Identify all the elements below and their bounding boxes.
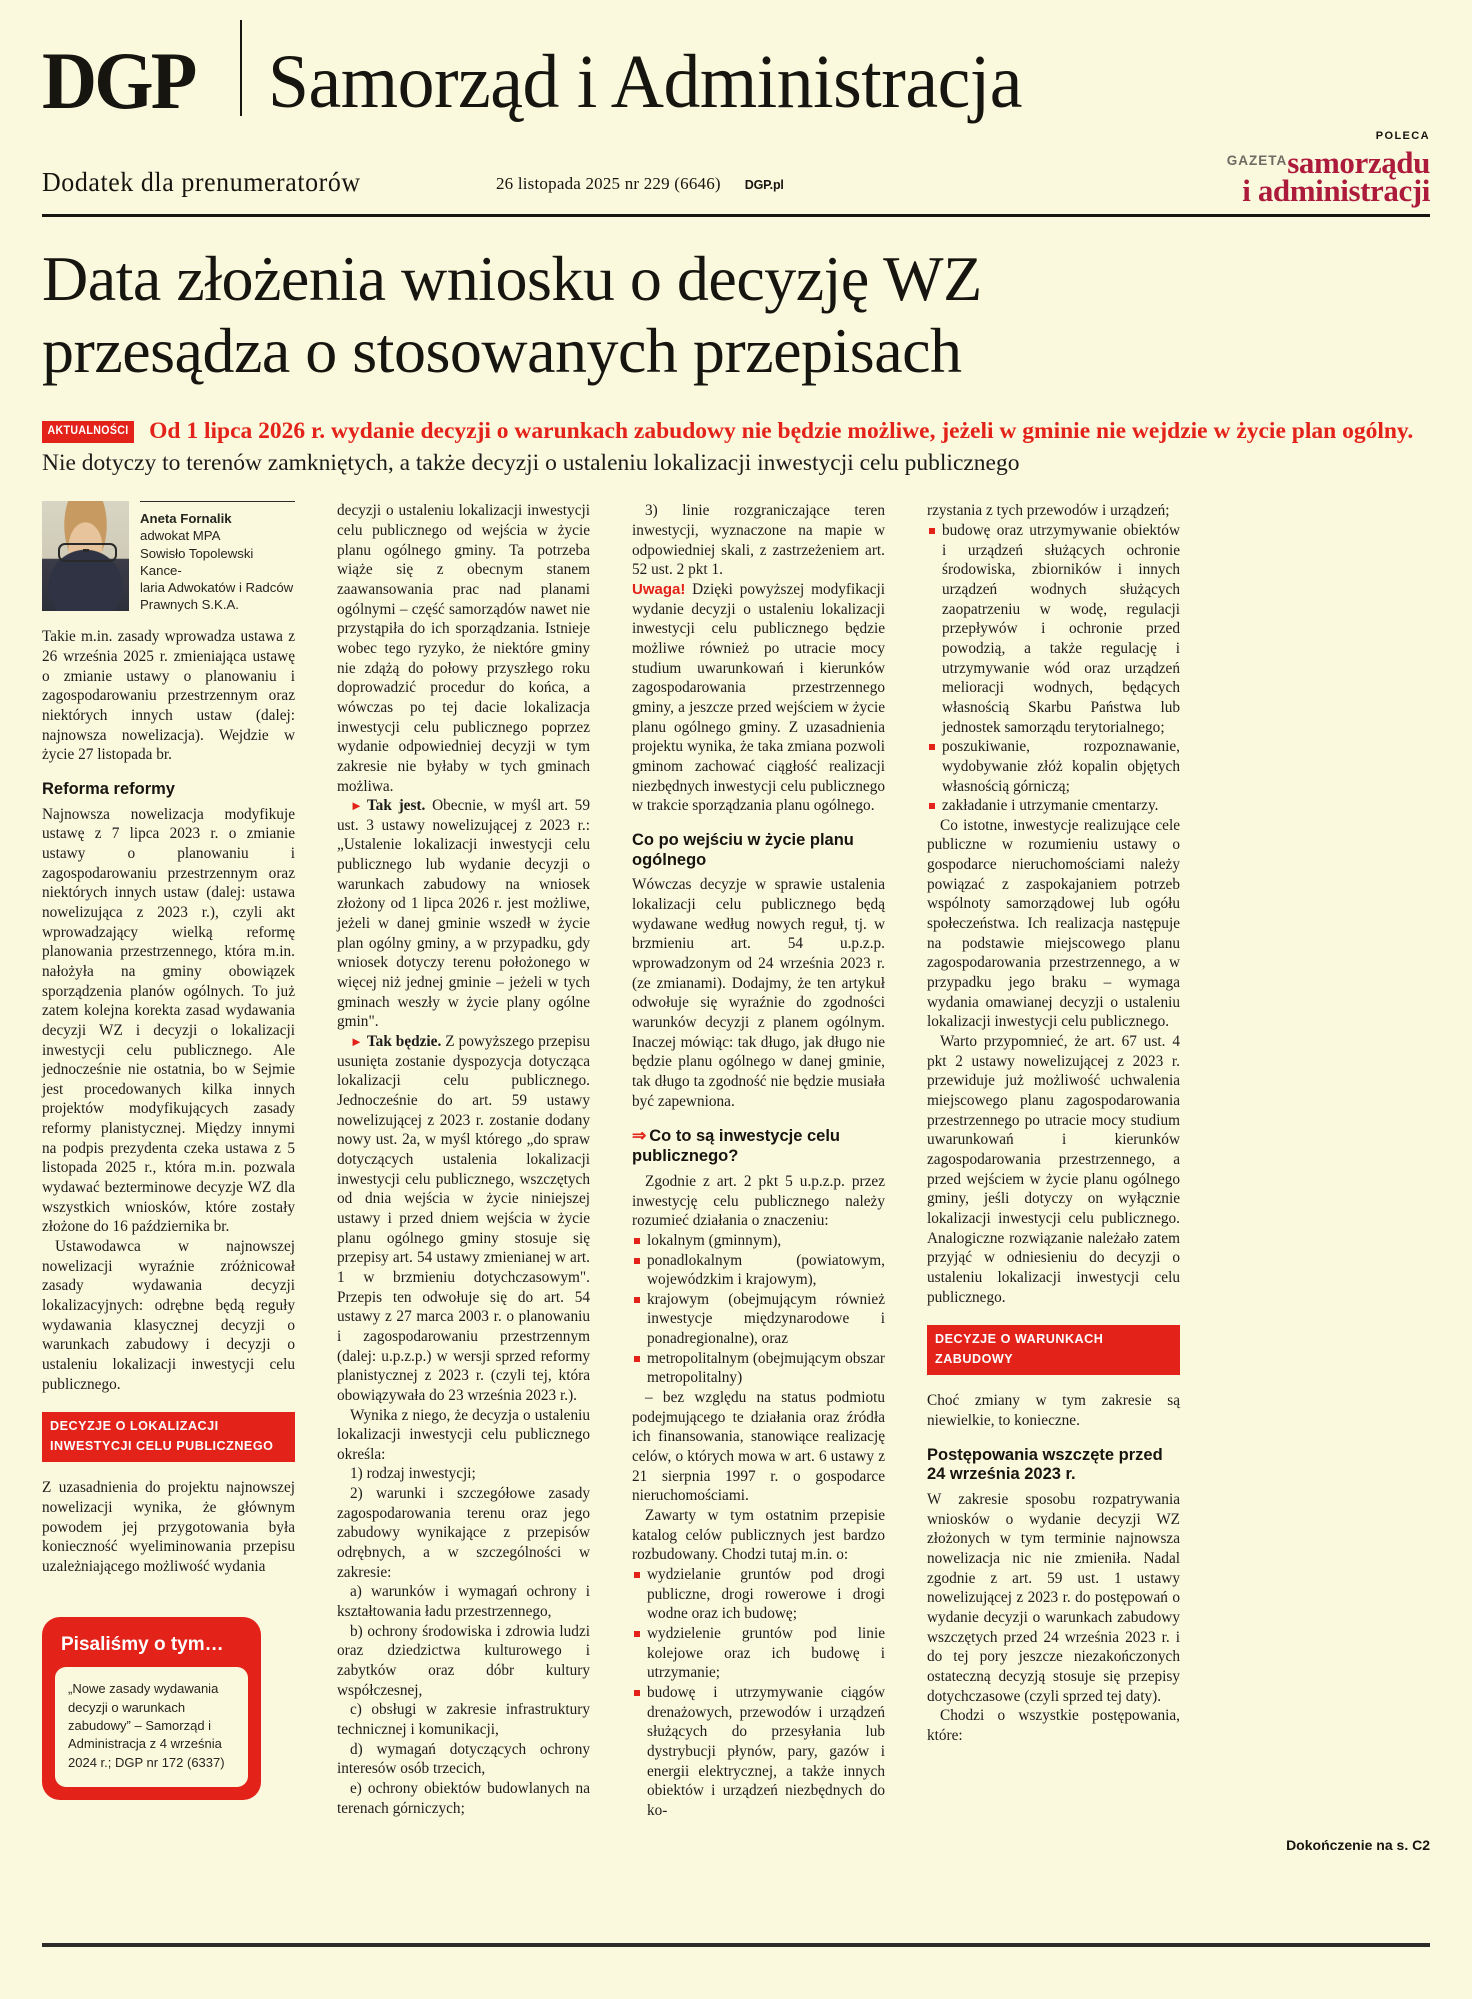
triangle-right-icon: ► [350, 798, 363, 814]
site-url[interactable]: DGP.pl [744, 178, 784, 192]
list-item: a) warunków i wymagań ochrony i kształtowania ładu przestrzennego, [337, 1583, 590, 1621]
section-heading-line-2: 24 września 2023 r. [927, 1465, 1076, 1484]
status-badge: AKTUALNOŚCI [42, 421, 134, 442]
list-item: budowę oraz utrzymywanie obiektów i urządzeń służących ochronie środowiska, zbiorników i innych urządzeń wodnych służących zaopatrzeniu w wodę, regulacji przepływów i ochronie przed powodzią, a także regulację i utrzymywanie wód oraz urządzeń melioracji wodnych, będących własnością Skarbu Państwa lub jednostek samorządu terytorialnego; [927, 521, 1180, 737]
list-item: krajowym (obejmującym również inwestycje międzynarodowe i ponadregionalne), oraz [632, 1290, 885, 1349]
author-firm-3: Prawnych S.K.A. [140, 597, 239, 613]
author-firm-2: laria Adwokatów i Radców [140, 579, 294, 595]
list-item: c) obsługi w zakresie infrastruktury technicznej i komunikacji, [337, 1701, 590, 1738]
promo-line2: i administracji [1242, 173, 1430, 208]
paragraph-text: Dzięki powyższej modyfikacji wydanie decyzji o ustaleniu lokalizacji inwestycji celu publicznego będzie możliwe również po utracie mocy studium uwarunkowań i kierunków zagospodarowania przestrzennego gminy, a jeszcze przed wejściem w życie planu ogólnego gminy. Z uzasadnienia projektu wynika, że taka zmiana pozwoli gminom zachować ciągłość realizacji niezbędnych inwestycji celu publicznego w trakcie sporządzania planu ogólnego. [632, 580, 885, 815]
paragraph: Wówczas decyzje w sprawie ustalenia lokalizacji celu publicznego będą wydawane według nowych reguł, tj. w brzmieniu art. 54 u.p.z.p. wprowadzonym od 24 września 2023 r. (ze zmianami). Dodajmy, że ten artykuł odwołuje się wyraźnie do zgodności warunków decyzji z planem ogólnym. Inaczej mówiąc: tak długo, jak długo nie będzie planu ogólnego w danej gminie, tak długo ta zgodność nie będzie musiała być zapewniona. [632, 876, 885, 1110]
section-heading-line-1: Postępowania wszczęte przed [927, 1445, 1163, 1464]
list-item: lokalnym (gminnym), [632, 1231, 885, 1251]
paragraph: Ustawodawca w najnowszej nowelizacji wyraźnie zróżnicował zasady wydawania decyzji lokalizacyjnych: odrębne będą reguły wydawania klasycznej decyzji o warunkach zabudowy i decyzji o ustaleniu lokalizacji inwestycji celu publicznego. [42, 1238, 295, 1393]
author-name: Aneta Fornalik [140, 511, 232, 527]
triangle-right-icon: ► [350, 1034, 363, 1050]
paragraph: Co istotne, inwestycje realizujące cele publiczne w rozumieniu ustawy o gospodarce nieruchomościami należy powiązać z zaspokajaniem potrzeb wspólnoty samorządowej lub ogółu społeczeństwa. Ich realizacja następuje na podstawie miejscowego planu zagospodarowania przestrzennego, a w przypadku jego braku – wymaga wydania omawianej decyzji o ustaleniu lokalizacji inwestycji celu publicznego. [927, 816, 1180, 1031]
byline [42, 501, 295, 613]
paragraph: Z uzasadnienia do projektu najnowszej nowelizacji wynika, że głównym powodem jej przygotowania była konieczność wyeliminowania przepisu uzależniającego możliwość wydania [42, 1479, 295, 1575]
paragraph: Wynika z niego, że decyzja o ustaleniu lokalizacji inwestycji celu publicznego określa: [337, 1406, 590, 1463]
paragraph: Zawarty w tym ostatnim przepisie katalog celów publicznych jest bardzo rozbudowany. Chodzi tutaj m.in. o: [632, 1507, 885, 1564]
list-item: metropolitalnym (obejmującym obszar metropolitalny) [632, 1349, 885, 1388]
continuation-note: Dokończenie na s. C2 [1286, 1836, 1430, 1853]
section-label-warunki-zabudowy: DECYZJE O WARUNKACH ZABUDOWY [927, 1325, 1180, 1375]
promo-poleca-label: POLECA [1375, 130, 1430, 142]
section-heading [927, 1446, 1180, 1486]
column-1 [42, 501, 295, 1820]
paragraph: Zgodnie z art. 2 pkt 5 u.p.z.p. przez inwestycję celu publicznego należy rozumieć działania o znaczeniu: [632, 1172, 885, 1230]
paragraph: Takie m.in. zasady wprowadza ustawa z 26 września 2025 r. zmieniająca ustawę o zmianie ustawy o planowaniu i zagospodarowaniu przestrzennym oraz niektórych innych ustaw (dalej: najnowsza nowelizacja). Wejdzie w życie 27 listopada br. [42, 628, 295, 764]
lead-highlight: Od 1 lipca 2026 r. wydanie decyzji o warunkach zabudowy nie będzie możliwe, jeżeli w gminie nie wejdzie w życie plan ogólny. [149, 418, 1414, 445]
related-box-title: Pisaliśmy o tym… [61, 1633, 224, 1655]
bullet-list-cele [632, 1565, 885, 1821]
paragraph: decyzji o ustaleniu lokalizacji inwestycji celu publicznego od wejścia w życie planu ogólnego gminy. Ta potrzeba wiąże się z obecnym stanem zaawansowania prac nad planami ogólnymi – część samorządów nawet nie przystąpiła do ich sporządzania. Istnieje wobec tego ryzyko, że niektóre gminy nie zdążą do połowy przyszłego roku doprowadzić procedur do końca, a wówczas po tej dacie lokalizacja inwestycji celu publicznego poprzez wydanie odpowiedniej decyzji w tym zakresie nie byłaby w tych gminach możliwa. [337, 502, 590, 795]
bullet-list-cele-cd [927, 521, 1180, 816]
paragraph-tak-jest [337, 796, 590, 1032]
paragraph-tak-bedzie [337, 1032, 590, 1405]
paragraph-continued: rzystania z tych przewodów i urządzeń; [927, 502, 1170, 520]
related-box [42, 1617, 261, 1801]
section-heading-question [632, 1126, 885, 1167]
list-item: ponadlokalnym (powiatowym, wojewódzkim i krajowym), [632, 1251, 885, 1290]
list-item: 2) warunki i szczegółowe zasady zagospodarowania terenu oraz jego zabudowy wynikające z przepisów odrębnych, a w szczególności w zakresie: [337, 1485, 590, 1581]
paragraph: Warto przypomnieć, że art. 67 ust. 4 pkt 2 ustawy nowelizującej z 2023 r. przewiduje już możliwość uchwalenia miejscowego planu zagospodarowania przestrzennego po utracie mocy studium uwarunkowań i kierunków zagospodarowania przestrzennego, a przed wejściem w życie planu ogólnego gminy, jeśli dotyczy on wyłącznie lokalizacji inwestycji celu publicznego. Analogiczne rozwiązanie należało zatem przyjąć w odniesieniu do decyzji o ustaleniu lokalizacji inwestycji celu publicznego. [927, 1033, 1180, 1306]
section-heading: Co po wejściu w życie planu ogólnego [632, 830, 854, 869]
paragraph-text: Obecnie, w myśl art. 59 ust. 3 ustawy nowelizującej z 2023 r.: „Ustalenie lokalizacji inwestycji celu publicznego lub wydanie decyzji o warunkach zabudowy na wniosek złożony od 1 lipca 2026 r. jest możliwe, jeżeli w danej gminie wszedł w życie plan ogólny gminy, a w przypadku, gdy wniosek dotyczy terenu położonego w więcej niż jednej gminie – jeżeli w tych gminach weszły w życie plany ogólne gmin". [337, 797, 590, 1031]
uwaga-label: Uwaga! [632, 580, 686, 598]
masthead-subbar [42, 130, 1430, 208]
paragraph: W zakresie sposobu rozpatrywania wniosków o wydanie decyzji WZ złożonych w tym terminie najnowsza nowelizacja nic nie zmieniła. Nadal zgodnie z art. 59 ust. 1 ustawy nowelizującej z 2023 r. do postępowań o wydanie decyzji o warunkach zabudowy wszczętych przed 24 września 2023 r. i do tej pory jeszcze niezakończonych ostateczną decyzją stosuje się przepisy dotychczasowe (czyli sprzed tej daty). [927, 1491, 1180, 1705]
related-box-text[interactable]: „Nowe zasady wydawania decyzji o warunkach zabudowy” – Samorząd i Administracja z 4 września 2024 r.; DGP nr 172 (6337) [55, 1667, 248, 1787]
section-heading-text: Co to są inwestycje celu publicznego? [632, 1127, 840, 1166]
dgp-logo: DGP [42, 35, 195, 127]
paragraph: Choć zmiany w tym zakresie są niewielkie, to konieczne. [927, 1392, 1180, 1429]
masthead-rule [42, 214, 1430, 217]
list-item: zakładanie i utrzymanie cmentarzy. [927, 796, 1180, 816]
list-item: b) ochrony środowiska i zdrowia ludzi oraz dziedzictwa kulturowego i zabytków oraz dóbr kultury współczesnej, [337, 1622, 590, 1699]
label-tak-jest: Tak jest. [366, 797, 426, 815]
list-item: wydzielanie gruntów pod drogi publiczne, drogi rowerowe i drogi wodne oraz ich budowę; [632, 1565, 885, 1624]
list-item: 3) linie rozgraniczające teren inwestycji, wyznaczone na mapie w odpowiedniej skali, z zastrzeżeniem art. 52 ust. 2 pkt 1. [632, 502, 885, 579]
author-role: adwokat MPA [140, 528, 221, 544]
masthead [0, 0, 1472, 127]
list-item: wydzielenie gruntów pod linie kolejowe oraz ich budowę i utrzymanie; [632, 1624, 885, 1683]
lead-paragraph [42, 416, 1430, 479]
paragraph: Chodzi o wszystkie postępowania, które: [927, 1707, 1180, 1745]
list-item: 1) rodzaj inwestycji; [350, 1465, 476, 1483]
paragraph: Najnowsza nowelizacja modyfikuje ustawę z 7 lipca 2023 r. o zmianie ustawy o planowaniu i zagospodarowaniu przestrzennym oraz niektórych innych ustaw (dalej: ustawa nowelizująca z 2023 r.), czyli akt wprowadzający wielką reformę planowania przestrzennego, która m.in. nałożyła na gminy obowiązek sporządzenia planów ogólnych. To już zatem kolejna korekta zasad wydawania decyzji WZ i decyzji o lokalizacji inwestycji celu publicznego. Ale jednocześnie nie ostatnia, bo w Sejmie jest procedowanych kilka innych projektów modyfikujących zasady reformy planistycznej. Między innymi na podpis prezydenta czeka ustawa z 5 listopada 2025 r., która m.in. pozwala wydawać bezterminowe decyzje WZ dla wszystkich wniosków, które zostały złożone do 16 października br. [42, 805, 295, 1236]
list-item: d) wymagań dotyczących ochrony interesów osób trzecich, [337, 1740, 590, 1778]
section-label-lokalizacja: DECYZJE O LOKALIZACJI INWESTYCJI CELU PUBLICZNEGO [42, 1412, 295, 1462]
headline-line-1: Data złożenia wniosku o decyzję WZ [42, 243, 982, 314]
issue-line: 26 listopada 2025 nr 229 (6646) [495, 174, 721, 193]
list-item: budowę i utrzymywanie ciągów drenażowych, przewodów i urządzeń służących do przesyłania lub dystrybucji płynów, pary, gazów i energii elektrycznej, a także innych obiektów i urządzeń niezbędnych do ko- [632, 1683, 885, 1821]
list-item: poszukiwanie, rozpoznawanie, wydobywanie złóż kopalin objętych własnością górniczą; [927, 737, 1180, 796]
column-2 [337, 501, 590, 1820]
arrow-right-icon: ⇒ [632, 1126, 647, 1146]
promo-samorzadu: samorządu [1287, 145, 1430, 180]
paragraph-text: Z powyższego przepisu usunięta zostanie dyspozycja dotycząca lokalizacji celu publicznego. Jednocześnie do art. 59 ustawy nowelizującej z 2023 r. zostanie dodany nowy ust. 2a, w myśl którego „do spraw dotyczących ustalenia lokalizacji inwestycji celu publicznego, wszczętych od dnia wejścia w życie niniejszej ustawy i przed dniem wejścia w życie planu ogólnego gminy stosuje się przepisy art. 54 ustawy zmienianej w art. 1 w brzmieniu dotychczasowym". Przepis ten odwołuje się do art. 54 ustawy z 27 marca 2003 r. o planowaniu i zagospodarowaniu przestrzennym (dalej: u.p.z.p.) w wersji sprzed reformy planistycznej z 2023 r. (czyli tej, która obowiązywała do 23 września 2023 r.). [337, 1033, 590, 1404]
column-4 [927, 501, 1180, 1820]
promo-gazeta-label: GAZETA [1226, 153, 1288, 168]
list-item: e) ochrony obiektów budowlanych na terenach górniczych; [337, 1779, 590, 1817]
paragraph-uwaga [632, 580, 885, 816]
column-3 [632, 501, 885, 1820]
label-tak-bedzie: Tak będzie. [366, 1033, 442, 1051]
bullet-list-znaczenie [632, 1231, 885, 1388]
paragraph: – bez względu na status podmiotu podejmującego te działania oraz źródła ich finansowania, stanowiące realizację celów, o których mowa w art. 6 ustawy z 21 sierpnia 1997 r. o gospodarce nieruchomościami. [632, 1389, 885, 1505]
lead-rest: Nie dotyczy to terenów zamkniętych, a także decyzji o ustaleniu lokalizacji inwestycji celu publicznego [42, 449, 1020, 476]
masthead-title: Samorząd i Administracja [268, 39, 1023, 124]
section-heading: Reforma reformy [42, 779, 175, 798]
avatar [42, 501, 129, 611]
page-title [42, 243, 1430, 386]
byline-text [140, 501, 295, 613]
masthead-divider [240, 20, 242, 116]
headline-line-2: przesądza o stosowanych przepisach [42, 314, 962, 386]
bottom-rule [42, 1943, 1430, 1947]
supplement-label: Dodatek dla prenumeratorów [42, 167, 361, 197]
promo-badge [1227, 131, 1430, 206]
author-firm-1: Sowisło Topolewski Kance- [140, 545, 254, 578]
article-columns [42, 501, 1430, 1853]
